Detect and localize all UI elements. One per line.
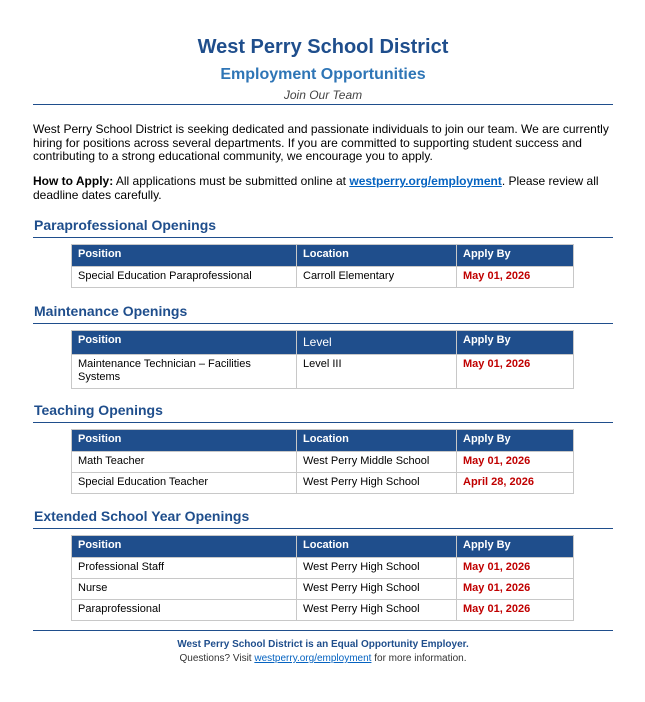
how-to-apply-text-after: . Please review all deadline dates carefully. — [33, 174, 599, 202]
table-row — [72, 558, 574, 579]
level-cell: Level III — [297, 355, 457, 389]
column-header-apply-by: Apply By — [457, 331, 574, 355]
page-subtitle: Employment Opportunities — [220, 66, 426, 83]
deadline-cell: April 28, 2026 — [457, 473, 574, 494]
section-divider — [33, 422, 613, 423]
location-cell: Carroll Elementary — [297, 267, 457, 288]
teaching-table — [71, 429, 574, 494]
position-cell: Special Education Teacher — [72, 473, 297, 494]
footer-questions-text: Questions? Visit — [179, 653, 255, 664]
how-to-apply-text: All applications must be submitted online at — [113, 174, 350, 188]
footer-questions-text-after: for more information. — [371, 653, 467, 664]
column-header-position: Position — [72, 430, 297, 452]
tagline: Join Our Team — [283, 88, 363, 102]
table-row — [72, 579, 574, 600]
deadline-cell: May 01, 2026 — [457, 600, 574, 621]
deadline-cell: May 01, 2026 — [457, 267, 574, 288]
column-header-apply-by: Apply By — [457, 245, 574, 267]
how-to-apply-label: How to Apply: — [33, 174, 114, 188]
equal-opportunity-statement: West Perry School District is an Equal Opportunity Employer. — [177, 639, 469, 650]
deadline-cell: May 01, 2026 — [457, 579, 574, 600]
page-title: West Perry School District — [197, 36, 449, 58]
paraprofessional-table — [71, 244, 574, 288]
section-divider — [33, 528, 613, 529]
section-title-paraprofessional: Paraprofessional Openings — [34, 217, 217, 233]
position-cell: Nurse — [72, 579, 297, 600]
column-header-level: Level — [297, 331, 457, 355]
deadline-cell: May 01, 2026 — [457, 355, 574, 389]
location-cell: West Perry Middle School — [297, 452, 457, 473]
table-header-row — [72, 430, 574, 452]
footer-questions — [33, 653, 613, 665]
location-cell: West Perry High School — [297, 600, 457, 621]
column-header-position: Position — [72, 331, 297, 355]
employment-link[interactable]: westperry.org/employment — [349, 174, 502, 188]
table-header-row — [72, 245, 574, 267]
column-header-location: Location — [297, 245, 457, 267]
position-cell: Maintenance Technician – Facilities Systems — [72, 355, 297, 389]
table-row — [72, 473, 574, 494]
location-cell: West Perry High School — [297, 558, 457, 579]
column-header-location: Location — [297, 430, 457, 452]
table-header-row — [72, 331, 574, 355]
deadline-cell: May 01, 2026 — [457, 452, 574, 473]
extended-school-year-table — [71, 535, 574, 621]
header-divider — [33, 104, 613, 105]
maintenance-table — [71, 330, 574, 389]
position-cell: Special Education Paraprofessional — [72, 267, 297, 288]
intro-paragraph: West Perry School District is seeking dedicated and passionate individuals to join our team. We are currently hiring for positions across several departments. If you are committed to supporting student success and contributing to a strong educational community, we encourage you to apply. — [33, 122, 609, 163]
section-title-maintenance: Maintenance Openings — [34, 303, 188, 319]
table-row — [72, 355, 574, 389]
footer-employment-link[interactable]: westperry.org/employment — [254, 653, 372, 664]
position-cell: Math Teacher — [72, 452, 297, 473]
table-row — [72, 600, 574, 621]
table-row — [72, 267, 574, 288]
position-cell: Paraprofessional — [72, 600, 297, 621]
position-cell: Professional Staff — [72, 558, 297, 579]
footer-divider — [33, 630, 613, 631]
deadline-cell: May 01, 2026 — [457, 558, 574, 579]
section-title-teaching: Teaching Openings — [34, 402, 163, 418]
location-cell: West Perry High School — [297, 473, 457, 494]
table-header-row — [72, 536, 574, 558]
column-header-position: Position — [72, 245, 297, 267]
section-title-extended-school-year: Extended School Year Openings — [34, 508, 250, 524]
how-to-apply — [33, 175, 613, 202]
table-row — [72, 452, 574, 473]
column-header-apply-by: Apply By — [457, 430, 574, 452]
column-header-apply-by: Apply By — [457, 536, 574, 558]
column-header-location: Location — [297, 536, 457, 558]
column-header-position: Position — [72, 536, 297, 558]
section-divider — [33, 323, 613, 324]
section-divider — [33, 237, 613, 238]
location-cell: West Perry High School — [297, 579, 457, 600]
